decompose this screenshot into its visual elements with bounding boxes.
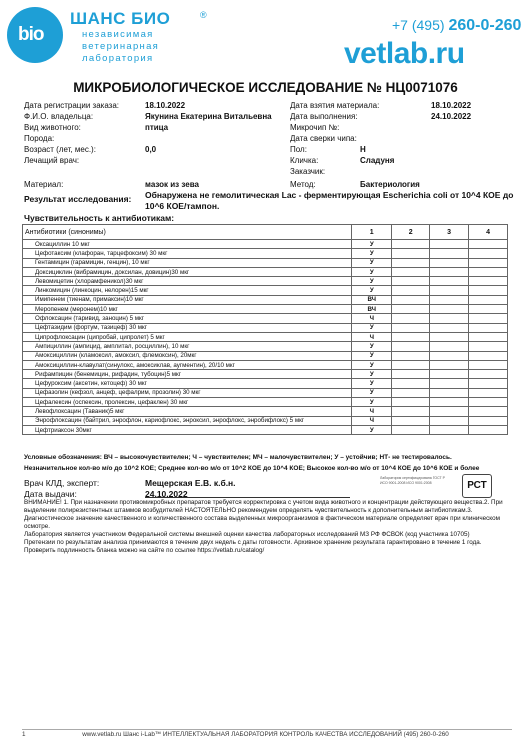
- result-label: Результат исследования:: [24, 194, 132, 204]
- empty-cell: [392, 425, 430, 434]
- empty-cell: [469, 416, 508, 425]
- field-label: Порода:: [24, 134, 55, 143]
- note: Проверить подлинность бланка можно на сайте по ссылке https://vetlab.ru/catalog/: [24, 547, 265, 554]
- empty-cell: [430, 323, 469, 332]
- field-value: 18.10.2022: [145, 101, 186, 110]
- table-row: [23, 286, 508, 295]
- antibiotic-name: Линкомицин (линкоцин, нелорен)15 мкг: [23, 286, 352, 295]
- empty-cell: [469, 286, 508, 295]
- brand-tagline-2: ветеринарная: [82, 41, 160, 52]
- antibiotic-name: Цефуроксим (аксетин, кетоцеф) 30 мкг: [23, 379, 352, 388]
- antibiotic-name: Гентамицин (гарамицин, генцин), 10 мкг: [23, 258, 352, 267]
- sensitivity-value: У: [352, 267, 392, 276]
- empty-cell: [430, 360, 469, 369]
- table-row: [23, 407, 508, 416]
- signature-line: [145, 497, 350, 498]
- antibiotic-name: Офлоксацин (таривид, заноцин) 5 мкг: [23, 314, 352, 323]
- empty-cell: [392, 379, 430, 388]
- antibiotic-name: Цефалексин (оспексин, пролексин, цефаклен) 30 мкг: [23, 398, 352, 407]
- field-value: Якунина Екатерина Витальевна: [145, 112, 272, 121]
- empty-cell: [430, 351, 469, 360]
- field-value: птица: [145, 123, 169, 132]
- sensitivity-value: У: [352, 351, 392, 360]
- column-header: 3: [430, 225, 469, 240]
- antibiotic-name: Цефазолин (кефзол, анцеф, цефалрим, прозолин) 30 мкг: [23, 388, 352, 397]
- field-value: Н: [360, 145, 366, 154]
- empty-cell: [469, 305, 508, 314]
- empty-cell: [392, 258, 430, 267]
- sensitivity-value: У: [352, 379, 392, 388]
- sensitivity-value: Ч: [352, 314, 392, 323]
- empty-cell: [469, 332, 508, 341]
- field-label: Дата сверки чипа:: [290, 134, 357, 143]
- table-row: [23, 240, 508, 249]
- empty-cell: [392, 249, 430, 258]
- empty-cell: [392, 314, 430, 323]
- empty-cell: [430, 342, 469, 351]
- empty-cell: [430, 332, 469, 341]
- field-label: Заказчик:: [290, 167, 326, 176]
- page-number: 1: [22, 731, 26, 738]
- empty-cell: [430, 286, 469, 295]
- method-label: Метод:: [290, 180, 316, 189]
- page-title: МИКРОБИОЛОГИЧЕСКОЕ ИССЛЕДОВАНИЕ № НЦ0071076: [73, 80, 458, 95]
- empty-cell: [430, 314, 469, 323]
- table-row: [23, 388, 508, 397]
- empty-cell: [469, 351, 508, 360]
- table-row: [23, 267, 508, 276]
- note: Претензии по результатам анализа принимаются в течение двух недель с даты готовности. Архивное хранение результата гарантировано в течение 1 года.: [24, 539, 482, 546]
- rst-mark: РСТ: [462, 474, 492, 498]
- table-row: [23, 379, 508, 388]
- sensitivity-value: У: [352, 258, 392, 267]
- sensitivity-value: У: [352, 398, 392, 407]
- antibiotic-name: Рифампицин (бенемицин, рифадин, тубоцин)5 мкг: [23, 370, 352, 379]
- table-row: [23, 398, 508, 407]
- empty-cell: [430, 249, 469, 258]
- footer-divider: [22, 729, 512, 730]
- footer-text: www.vetlab.ru Шанс i-Lab™ ИНТЕЛЛЕКТУАЛЬНАЯ ЛАБОРАТОРИЯ КОНТРОЛЬ КАЧЕСТВА ИССЛЕДОВАНИЙ (495) 260-0-260: [82, 731, 449, 738]
- certification-stamp: Лаборатория сертифицирована ГОСТ Р ИСО 9001-2008 ИСО 9001:2008: [380, 476, 445, 485]
- legend-symbols: Условные обозначения: ВЧ – высокочувствителен; Ч – чувствителен; МЧ – малочувствителен; У – устойчив; НТ- не тестировалось.: [24, 454, 452, 461]
- sensitivity-value: Ч: [352, 332, 392, 341]
- empty-cell: [430, 295, 469, 304]
- empty-cell: [469, 277, 508, 286]
- empty-cell: [392, 305, 430, 314]
- empty-cell: [392, 240, 430, 249]
- antibiotic-name: Амоксициллин (кламоксил, амоксил, флемоксин), 20мкг: [23, 351, 352, 360]
- note: Лаборатория является участником Федеральной системы внешней оценки качества лабораторных исследований МЗ РФ ФСВОК (код участника 10705): [24, 531, 470, 538]
- empty-cell: [469, 240, 508, 249]
- sensitivity-value: У: [352, 370, 392, 379]
- field-value: 24.10.2022: [431, 112, 472, 121]
- sensitivity-value: У: [352, 323, 392, 332]
- brand-name: ШАНС БИО: [70, 9, 171, 28]
- field-label: Дата выполнения:: [290, 112, 358, 121]
- empty-cell: [430, 425, 469, 434]
- field-label: Ф.И.О. владельца:: [24, 112, 94, 121]
- field-label: Дата взятия материала:: [290, 101, 380, 110]
- doctor-name: Мещерская Е.В. к.б.н.: [145, 478, 236, 488]
- empty-cell: [392, 360, 430, 369]
- empty-cell: [469, 388, 508, 397]
- result-text: Обнаружена не гемолитическая Lac - ферментирующая Escherichia coli от 10^4 КОЕ до 10^6 КОЕ/тампон.: [145, 190, 514, 211]
- empty-cell: [469, 370, 508, 379]
- brand-tagline-3: лаборатория: [82, 53, 154, 64]
- empty-cell: [392, 398, 430, 407]
- note: ВНИМАНИЕ! 1. При назначении противомикробных препаратов требуется корректировка с учетом вида животного и концентрации действующего вещества.2. При выделении полирезистентных штаммов возбудителей НАСТОЯТЕЛЬНО рекомендуем определять чувствительность к дополнительным антибиотикам.3. Диагностическое значение качественного и количественного состава выделенных микроорганизмов в фактическом материале определяет врач при клиническом осмотре.: [24, 499, 503, 530]
- antibiotic-name: Доксициклин (вибрамицин, доксилан, довицин)30 мкг: [23, 267, 352, 276]
- antibiotic-name: Имипенем (тиенам, примаксин)10 мкг: [23, 295, 352, 304]
- table-row: [23, 249, 508, 258]
- empty-cell: [469, 398, 508, 407]
- table-row: [23, 342, 508, 351]
- antibiotic-name: Ампициллин (ампицид, амплитал, росциллин), 10 мкг: [23, 342, 352, 351]
- antibiotic-name: Левофлоксацин (Таваник)5 мкг: [23, 407, 352, 416]
- table-row: [23, 416, 508, 425]
- empty-cell: [469, 323, 508, 332]
- table-row: [23, 370, 508, 379]
- table-header-row: [23, 225, 508, 240]
- column-header: Антибиотики (синонимы): [23, 225, 352, 240]
- table-row: [23, 305, 508, 314]
- empty-cell: [430, 240, 469, 249]
- sensitivity-value: У: [352, 286, 392, 295]
- sensitivity-value: Ч: [352, 416, 392, 425]
- empty-cell: [430, 398, 469, 407]
- sensitivity-value: У: [352, 360, 392, 369]
- antibiotic-table: [22, 224, 508, 435]
- table-row: [23, 332, 508, 341]
- table-row: [23, 314, 508, 323]
- empty-cell: [430, 277, 469, 286]
- field-label: Возраст (лет, мес.):: [24, 145, 96, 154]
- empty-cell: [469, 249, 508, 258]
- sensitivity-value: У: [352, 249, 392, 258]
- doctor-label: Врач КЛД, эксперт:: [24, 478, 100, 488]
- empty-cell: [469, 425, 508, 434]
- empty-cell: [430, 379, 469, 388]
- phone-prefix: +7 (495): [392, 17, 449, 33]
- brand-tagline-1: независимая: [82, 29, 154, 40]
- antibiotic-name: Амоксициллин-клавулат(синулокс, амоксиклав, аугментин), 20/10 мкг: [23, 360, 352, 369]
- column-header: 4: [469, 225, 508, 240]
- antibiotic-name: Ципрофлоксацин (ципробай, ципролет) 5 мкг: [23, 332, 352, 341]
- empty-cell: [392, 267, 430, 276]
- notes: [24, 499, 514, 555]
- empty-cell: [469, 407, 508, 416]
- sensitivity-value: ВЧ: [352, 305, 392, 314]
- table-row: [23, 360, 508, 369]
- empty-cell: [392, 342, 430, 351]
- issue-label: Дата выдачи:: [24, 489, 77, 499]
- empty-cell: [469, 295, 508, 304]
- empty-cell: [392, 407, 430, 416]
- issue-date: 24.10.2022: [145, 489, 188, 499]
- sensitivity-value: Ч: [352, 407, 392, 416]
- empty-cell: [430, 416, 469, 425]
- empty-cell: [392, 416, 430, 425]
- field-value: Сладуня: [360, 156, 395, 165]
- empty-cell: [392, 388, 430, 397]
- antibiotic-name: Цефтриаксон 30мкг: [23, 425, 352, 434]
- empty-cell: [469, 314, 508, 323]
- table-row: [23, 351, 508, 360]
- sensitivity-value: У: [352, 388, 392, 397]
- column-header: 2: [392, 225, 430, 240]
- material-value: мазок из зева: [145, 180, 199, 189]
- sensitivity-value: ВЧ: [352, 295, 392, 304]
- empty-cell: [469, 379, 508, 388]
- phone-number: 260-0-260: [448, 17, 522, 34]
- empty-cell: [430, 305, 469, 314]
- antibiotic-name: Энрофлоксацин (байтрил, энрофлон, кариофлокс, энроксил, энрофлокс, энробифлокс) 5 мкг: [23, 416, 352, 425]
- empty-cell: [392, 332, 430, 341]
- material-label: Материал:: [24, 180, 64, 189]
- sensitivity-value: У: [352, 425, 392, 434]
- legend-quantities: Незначительное кол-во м/о до 10^2 КОЕ; Среднее кол-во м/о от 10^2 КОЕ до 10^4 КОЕ; Высокое кол-во м/о от 10^4 КОЕ до 10^6 КОЕ и более: [24, 465, 480, 472]
- empty-cell: [430, 258, 469, 267]
- field-label: Вид животного:: [24, 123, 81, 132]
- antibiotic-name: Цефотаксим (клафоран, тарцефоксим) 30 мкг: [23, 249, 352, 258]
- field-label: Пол:: [290, 145, 307, 154]
- antibiotic-name: Левомицетин (хлорамфеникол)30 мкг: [23, 277, 352, 286]
- column-header: 1: [352, 225, 392, 240]
- table-row: [23, 277, 508, 286]
- empty-cell: [430, 267, 469, 276]
- legend: [24, 452, 514, 474]
- empty-cell: [392, 295, 430, 304]
- empty-cell: [430, 407, 469, 416]
- field-label: Лечащий врач:: [24, 156, 80, 165]
- field-value: 18.10.2022: [431, 101, 472, 110]
- empty-cell: [392, 351, 430, 360]
- phone[interactable]: [392, 17, 521, 35]
- empty-cell: [430, 370, 469, 379]
- antibiotic-name: Цефтазидим (фортум, тазицеф) 30 мкг: [23, 323, 352, 332]
- antibiotic-name: Оксациллин 10 мкг: [23, 240, 352, 249]
- empty-cell: [392, 370, 430, 379]
- empty-cell: [392, 286, 430, 295]
- empty-cell: [469, 267, 508, 276]
- method-value: Бактериология: [360, 180, 420, 189]
- field-value: 0,0: [145, 145, 157, 154]
- field-label: Кличка:: [290, 156, 319, 165]
- field-label: Дата регистрации заказа:: [24, 101, 120, 110]
- empty-cell: [469, 360, 508, 369]
- registered-mark: ®: [200, 10, 207, 20]
- sensitivity-value: У: [352, 277, 392, 286]
- empty-cell: [392, 323, 430, 332]
- sensitivity-value: У: [352, 342, 392, 351]
- empty-cell: [430, 388, 469, 397]
- site-link[interactable]: vetlab.ru: [344, 37, 465, 70]
- table-row: [23, 258, 508, 267]
- sensitivity-label: Чувствительность к антибиотикам:: [24, 213, 175, 223]
- table-row: [23, 425, 508, 434]
- empty-cell: [469, 342, 508, 351]
- table-row: [23, 323, 508, 332]
- sensitivity-value: У: [352, 240, 392, 249]
- field-label: Микрочип №:: [290, 123, 340, 132]
- empty-cell: [392, 277, 430, 286]
- logo-text: bio: [18, 24, 44, 45]
- antibiotic-name: Меропенем (меронем)10 мкг: [23, 305, 352, 314]
- empty-cell: [469, 258, 508, 267]
- table-row: [23, 295, 508, 304]
